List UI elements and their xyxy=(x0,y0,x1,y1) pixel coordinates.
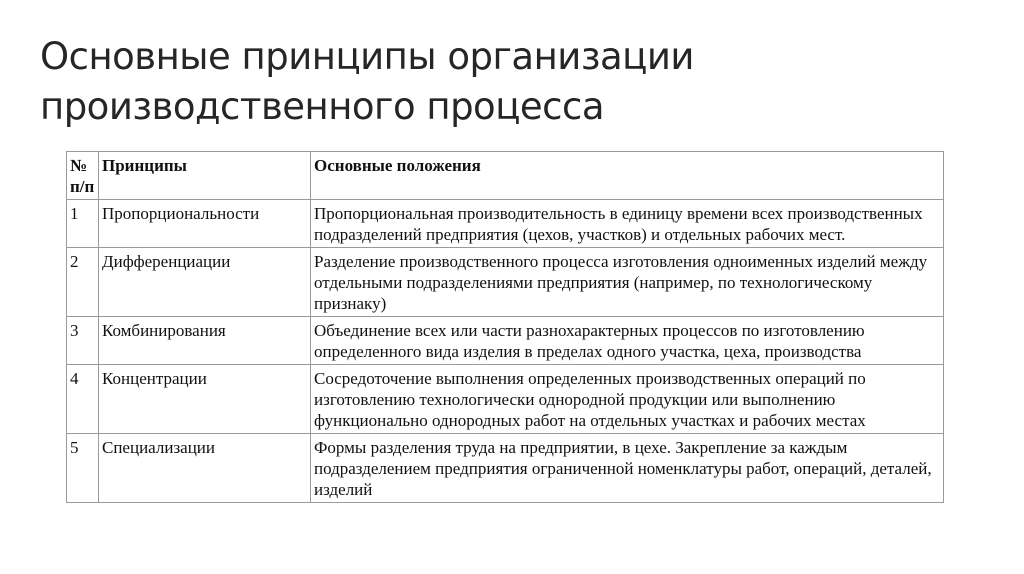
slide-title-line1: Основные принципы организации xyxy=(40,35,694,78)
row-principle: Пропорциональности xyxy=(99,200,311,248)
row-number: 4 xyxy=(67,365,99,434)
row-principle: Специализации xyxy=(99,434,311,503)
row-number: 2 xyxy=(67,248,99,317)
row-description: Формы разделения труда на предприятии, в цехе. Закрепление за каждым подразделением предприятия ограниченной номенклатуры работ, операций, деталей, изделий xyxy=(311,434,944,503)
principles-table xyxy=(66,151,944,503)
row-description: Сосредоточение выполнения определенных производственных операций по изготовлению технологически однородной продукции или выполнению функционально однородных работ на отдельных участках и рабочих местах xyxy=(311,365,944,434)
table-row xyxy=(67,200,944,248)
slide-title xyxy=(40,32,940,132)
row-principle: Комбинирования xyxy=(99,317,311,365)
header-number-line1: № xyxy=(70,156,88,175)
row-description: Объединение всех или части разнохарактерных процессов по изготовлению определенного вида изделия в пределах одного участка, цеха, производства xyxy=(311,317,944,365)
table-header-row xyxy=(67,152,944,200)
header-number xyxy=(67,152,99,200)
row-description: Разделение производственного процесса изготовления одноименных изделий между отдельными подразделениями предприятия (например, по технологическому признаку) xyxy=(311,248,944,317)
table-row xyxy=(67,317,944,365)
table-row xyxy=(67,248,944,317)
header-principles: Принципы xyxy=(99,152,311,200)
row-principle: Концентрации xyxy=(99,365,311,434)
table-row xyxy=(67,365,944,434)
row-principle: Дифференциации xyxy=(99,248,311,317)
row-number: 3 xyxy=(67,317,99,365)
header-provisions: Основные положения xyxy=(311,152,944,200)
row-number: 1 xyxy=(67,200,99,248)
table-row xyxy=(67,434,944,503)
header-number-line2: п/п xyxy=(70,177,95,196)
slide-title-line2: производственного процесса xyxy=(40,85,605,128)
row-description: Пропорциональная производительность в единицу времени всех производственных подразделений предприятия (цехов, участков) и отдельных рабочих мест. xyxy=(311,200,944,248)
row-number: 5 xyxy=(67,434,99,503)
